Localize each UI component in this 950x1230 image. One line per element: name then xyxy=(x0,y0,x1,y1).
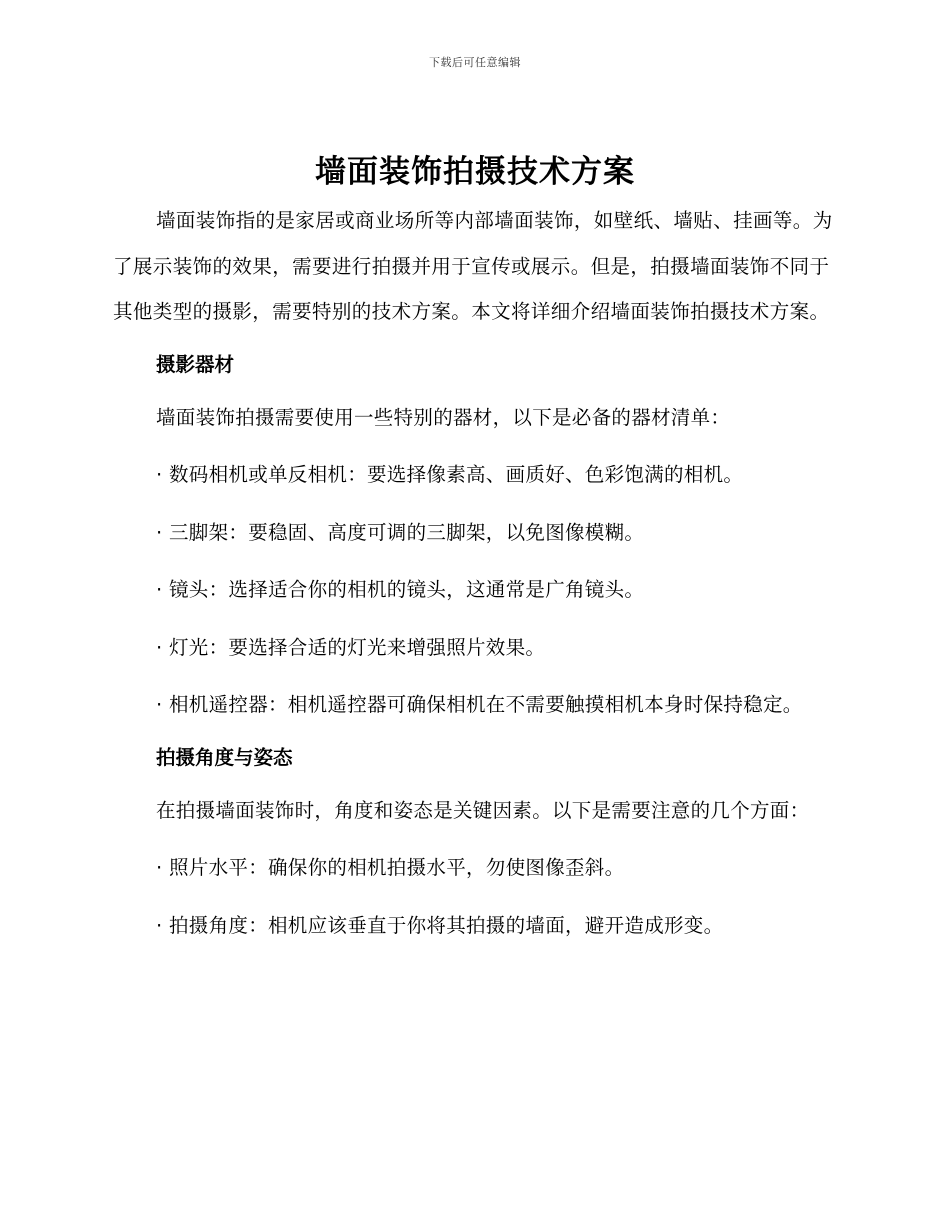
list-item: · 镜头：选择适合你的相机的镜头，这通常是广角镜头。 xyxy=(156,578,645,601)
intro-paragraph: 墙面装饰指的是家居或商业场所等内部墙面装饰，如壁纸、墙贴、挂画等。为了展示装饰的效果，需要进行拍摄并用于宣传或展示。但是，拍摄墙面装饰不同于其他类型的摄影，需要特别的技术方案。本文将详细介绍墙面装饰拍摄技术方案。 xyxy=(113,209,833,323)
list-item: · 相机遥控器：相机遥控器可确保相机在不需要触摸相机本身时保持稳定。 xyxy=(156,693,803,716)
section-heading-angle: 拍摄角度与姿态 xyxy=(156,745,293,769)
document-body xyxy=(113,198,833,948)
document-title: 墙面装饰拍摄技术方案 xyxy=(315,154,635,190)
section-intro-angle: 在拍摄墙面装饰时，角度和姿态是关键因素。以下是需要注意的几个方面： xyxy=(156,798,810,822)
list-item: · 照片水平：确保你的相机拍摄水平，勿使图像歪斜。 xyxy=(156,856,625,879)
section-intro-equipment: 墙面装饰拍摄需要使用一些特别的器材，以下是必备的器材清单： xyxy=(156,405,731,429)
list-item: · 拍摄角度：相机应该垂直于你将其拍摄的墙面，避开造成形变。 xyxy=(156,913,724,937)
list-item: · 灯光：要选择合适的灯光来增强照片效果。 xyxy=(156,635,546,659)
list-item: · 数码相机或单反相机：要选择像素高、画质好、色彩饱满的相机。 xyxy=(156,463,744,486)
list-item: · 三脚架：要稳固、高度可调的三脚架，以免图像模糊。 xyxy=(156,520,645,544)
header-note: 下载后可任意编辑 xyxy=(429,56,521,69)
section-heading-equipment: 摄影器材 xyxy=(156,352,235,376)
